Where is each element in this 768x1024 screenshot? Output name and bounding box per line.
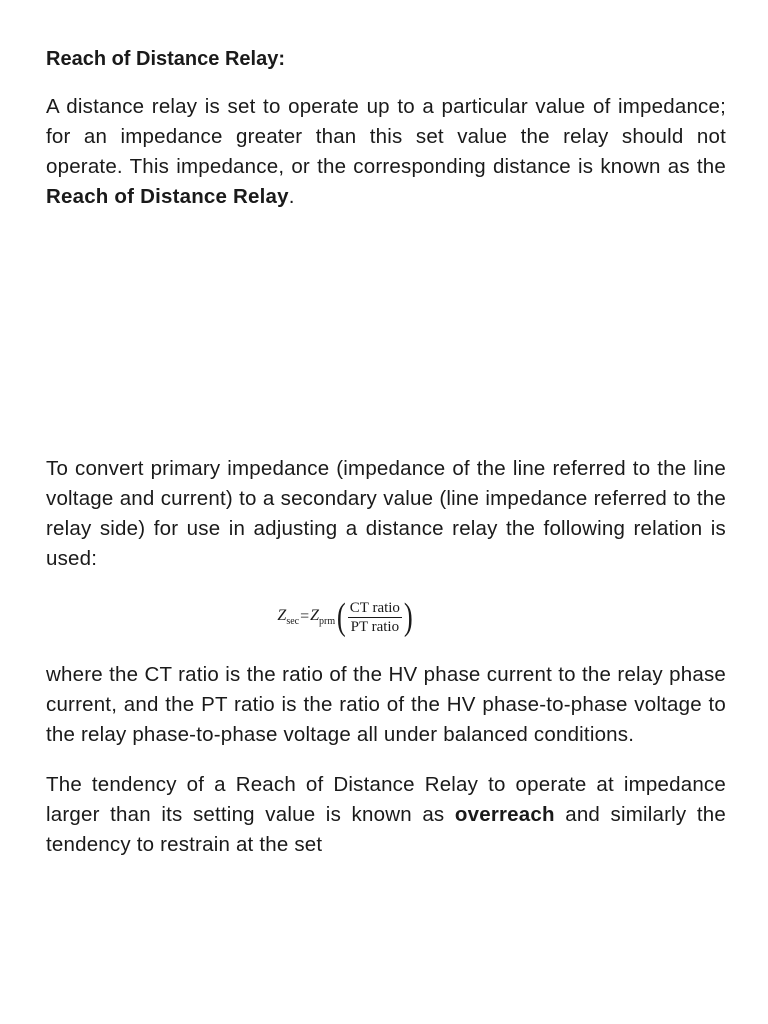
formula-fraction — [348, 600, 402, 635]
impedance-formula — [46, 574, 726, 660]
formula-rhs-symbol: Z — [310, 606, 320, 624]
para1-text-start: A distance relay is set to operate up to a particular value of impedance; for an impedance greater than this set value the relay should not operate. This impedance, or the corresponding distance is known as the — [46, 95, 726, 178]
formula-left-paren: ( — [337, 596, 346, 638]
para4-text-end: and similarly the tendency to restrain at the set — [46, 803, 726, 856]
para4-text-start: The tendency of a Reach of Distance Relay to operate at impedance larger than its setting value is known as — [46, 773, 726, 826]
formula-rhs — [310, 607, 335, 627]
section-heading: Reach of Distance Relay: — [46, 48, 285, 70]
para4-bold-term: overreach — [454, 803, 555, 826]
formula-lhs — [277, 607, 299, 627]
para1-text-end: . — [288, 185, 295, 208]
formula-numerator: CT ratio — [349, 599, 400, 616]
paragraph-conversion: To convert primary impedance (impedance of the line referred to the line voltage and current) to a secondary value (line impedance referred to the relay side) for use in adjusting a distance relay the following relation is used: — [46, 457, 726, 570]
paragraph-reach-definition — [46, 92, 726, 212]
blank-space — [46, 212, 726, 454]
formula-lhs-symbol: Z — [277, 606, 287, 624]
paragraph-ct-pt-ratio: where the CT ratio is the ratio of the HV phase current to the relay phase current, and the PT ratio is the ratio of the HV phase-to-phase voltage to the relay phase-to-phase voltage all under balanced conditions. — [46, 663, 726, 746]
formula-right-paren: ) — [403, 596, 413, 638]
paragraph-overreach — [46, 770, 726, 860]
formula-lhs-subscript: sec — [286, 616, 300, 628]
para1-bold-term: Reach of Distance Relay — [46, 185, 289, 208]
document-body — [46, 44, 726, 860]
formula-rhs-subscript: prm — [319, 616, 336, 628]
paragraph-spacer — [46, 750, 726, 770]
formula-equals: = — [300, 608, 310, 625]
formula-denominator: PT ratio — [350, 618, 400, 635]
